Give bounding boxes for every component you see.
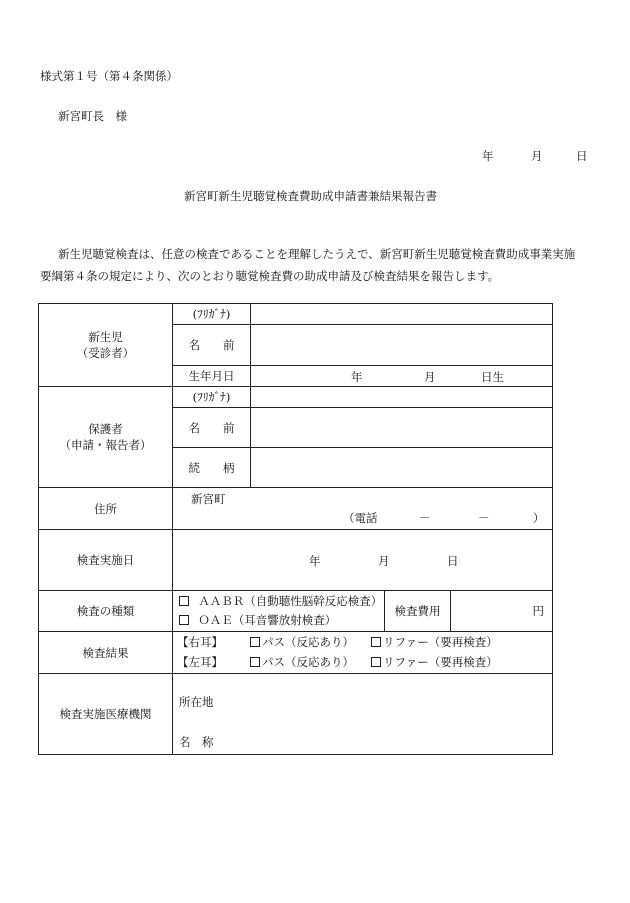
institution-name-label: 名 称 bbox=[179, 735, 214, 749]
right-refer-label: リファー（要再検査） bbox=[383, 635, 498, 649]
guardian-relation-label: 続 柄 bbox=[173, 448, 251, 488]
guardian-furigana-label: (ﾌﾘｶﾞﾅ) bbox=[173, 387, 251, 408]
right-ear-refer-option[interactable] bbox=[371, 634, 498, 650]
birth-day-label: 日生 bbox=[481, 370, 504, 384]
newborn-name-label: 名 前 bbox=[173, 325, 251, 366]
exam-fee-field[interactable] bbox=[451, 591, 553, 632]
oae-checkbox[interactable] bbox=[179, 615, 189, 625]
intro-line-1: 新生児聴覚検査は、任意の検査であることを理解したうえで、新宮町新生児聴覚検査費助成事業実施 bbox=[58, 247, 576, 261]
left-pass-checkbox[interactable] bbox=[250, 657, 260, 667]
left-refer-label: リファー（要再検査） bbox=[383, 655, 498, 669]
newborn-label: 新生児 bbox=[88, 330, 123, 344]
newborn-birthdate-field[interactable] bbox=[251, 366, 553, 387]
exam-option-oae[interactable] bbox=[179, 611, 384, 630]
phone-dash-1: － bbox=[419, 511, 431, 525]
result-field bbox=[173, 632, 553, 674]
newborn-furigana-label: (ﾌﾘｶﾞﾅ) bbox=[173, 304, 251, 325]
guardian-name-label: 名 前 bbox=[173, 408, 251, 448]
address-prefix: 新宮町 bbox=[191, 492, 226, 506]
newborn-furigana-field[interactable] bbox=[251, 304, 553, 325]
guardian-label-cell bbox=[39, 387, 173, 488]
exam-fee-unit: 円 bbox=[532, 604, 545, 618]
right-pass-checkbox[interactable] bbox=[250, 637, 260, 647]
exam-option-aabr[interactable] bbox=[179, 592, 384, 611]
guardian-label: 保護者 bbox=[88, 422, 123, 436]
right-pass-label: パス（反応あり） bbox=[262, 635, 354, 649]
right-refer-checkbox[interactable] bbox=[371, 637, 381, 647]
newborn-label-cell bbox=[39, 304, 173, 387]
phone-close: ） bbox=[533, 511, 545, 525]
institution-field[interactable] bbox=[173, 674, 553, 755]
intro-line-2: 要綱第４条の規定により、次のとおり聴覚検査費の助成申請及び検査結果を報告します。 bbox=[40, 269, 500, 283]
exam-type-options bbox=[173, 591, 385, 632]
document-title: 新宮町新生児聴覚検査費助成申請書兼結果報告書 bbox=[184, 189, 437, 203]
guardian-name-field[interactable] bbox=[251, 408, 553, 448]
institution-label: 検査実施医療機関 bbox=[39, 674, 173, 755]
exam-date-field[interactable] bbox=[173, 530, 553, 591]
exam-day-label: 日 bbox=[447, 554, 459, 568]
left-ear-pass-option[interactable] bbox=[250, 654, 354, 670]
left-pass-label: パス（反応あり） bbox=[262, 655, 354, 669]
right-ear-pass-option[interactable] bbox=[250, 634, 354, 650]
date-year-label: 年 bbox=[482, 149, 494, 163]
application-form-table bbox=[38, 303, 553, 755]
guardian-furigana-field[interactable] bbox=[251, 387, 553, 408]
guardian-relation-field[interactable] bbox=[251, 448, 553, 488]
exam-date-label: 検査実施日 bbox=[39, 530, 173, 591]
exam-fee-label: 検査費用 bbox=[385, 591, 451, 632]
address-label: 住所 bbox=[39, 488, 173, 530]
newborn-name-field[interactable] bbox=[251, 325, 553, 366]
left-refer-checkbox[interactable] bbox=[371, 657, 381, 667]
phone-dash-2: － bbox=[478, 511, 490, 525]
result-label: 検査結果 bbox=[39, 632, 173, 674]
left-ear-label: 【左耳】 bbox=[177, 655, 223, 669]
form-number: 様式第１号（第４条関係） bbox=[40, 69, 178, 83]
oae-label: ＯＡＥ（耳音響放射検査） bbox=[198, 613, 337, 627]
newborn-sublabel: （受診者） bbox=[76, 346, 135, 360]
aabr-checkbox[interactable] bbox=[179, 596, 189, 606]
address-field[interactable] bbox=[173, 488, 553, 530]
phone-open: （電話 bbox=[343, 511, 378, 525]
aabr-label: ＡＡＢＲ（自動聴性脳幹反応検査） bbox=[198, 594, 383, 608]
left-ear-refer-option[interactable] bbox=[371, 654, 498, 670]
right-ear-label: 【右耳】 bbox=[177, 635, 223, 649]
date-day-label: 日 bbox=[576, 149, 588, 163]
date-month-label: 月 bbox=[531, 149, 543, 163]
birth-month-label: 月 bbox=[424, 370, 436, 384]
addressee: 新宮町長 様 bbox=[58, 109, 127, 123]
exam-type-label: 検査の種類 bbox=[39, 591, 173, 632]
guardian-sublabel: （申請・報告者） bbox=[59, 438, 152, 452]
newborn-birthdate-label: 生年月日 bbox=[173, 366, 251, 387]
birth-year-label: 年 bbox=[351, 370, 363, 384]
exam-month-label: 月 bbox=[378, 554, 390, 568]
institution-location-label: 所在地 bbox=[179, 695, 214, 709]
exam-year-label: 年 bbox=[309, 554, 321, 568]
